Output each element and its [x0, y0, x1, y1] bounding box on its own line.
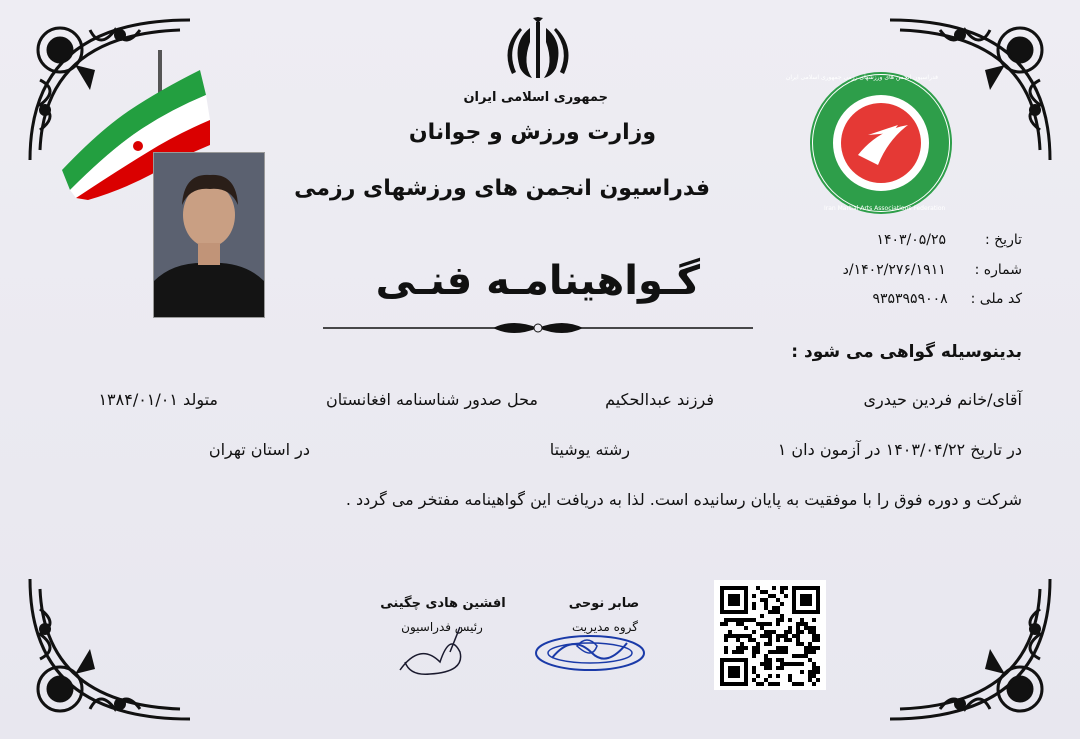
president-name: افشین هادی چگینی [380, 596, 506, 611]
manager-stamp-signature [532, 628, 648, 678]
holder-father: فرزند عبدالحکیم [605, 390, 714, 409]
meta-number-value: ۱۴۰۲/۲۷۶/۱۹۱۱/د [842, 262, 946, 278]
title-divider [323, 318, 753, 338]
meta-national-code-label: کد ملی : [970, 291, 1022, 307]
verification-qr-code[interactable] [714, 580, 826, 690]
manager-title: گروه مدیریت [571, 620, 639, 634]
exam-date: در تاریخ ۱۴۰۳/۰۴/۲۲ در آزمون دان ۱ [777, 440, 1022, 459]
body-intro: بدینوسیله گواهی می شود : [791, 342, 1022, 362]
holder-photo [153, 152, 265, 318]
federation-heading: فدراسیون انجمن های ورزشهای رزمی [294, 176, 710, 201]
exam-field: رشته یوشیتا [549, 440, 630, 459]
meta-date-label: تاریخ : [984, 232, 1022, 248]
ministry-heading: وزارت ورزش و جوانان [408, 120, 656, 145]
corner-ornament-bottom-right [870, 559, 1060, 729]
meta-national-code-value: ۹۳۵۳۹۵۹۰۰۸ [872, 291, 948, 307]
holder-birth-place: محل صدور شناسنامه افغانستان [326, 390, 538, 409]
meta-number-label: شماره : [974, 262, 1022, 278]
manager-name: صابر نوحی [568, 596, 640, 611]
exam-province: در استان تهران [208, 440, 310, 459]
meta-date-value: ۱۴۰۳/۰۵/۲۵ [876, 232, 947, 248]
certificate-title: گـواهینامـه فنـی [375, 258, 700, 304]
corner-ornament-bottom-left [20, 559, 210, 729]
holder-name: آقای/خانم فردین حیدری [863, 390, 1022, 409]
completion-statement: شرکت و دوره فوق را با موفقیت به پایان رسانیده است. لذا به دریافت این گواهینامه مفتخر می گردد . [345, 490, 1022, 509]
logo-ring-text: فدراسیون انجمن های ورزشهای رزمی جمهوری اسلامی ایران Iran Martial Arts Associations Federation [785, 74, 946, 212]
meta-national-code-row [782, 291, 1022, 307]
holder-birth-date: متولد ۱۳۸۴/۰۱/۰۱ [98, 390, 218, 409]
meta-number-row [782, 262, 1022, 278]
president-title: رئیس فدراسیون [401, 620, 483, 634]
republic-heading: جمهوری اسلامی ایران [463, 90, 608, 105]
iran-emblem-icon [500, 18, 576, 88]
president-signature [390, 622, 490, 682]
meta-date-row [822, 232, 1022, 248]
